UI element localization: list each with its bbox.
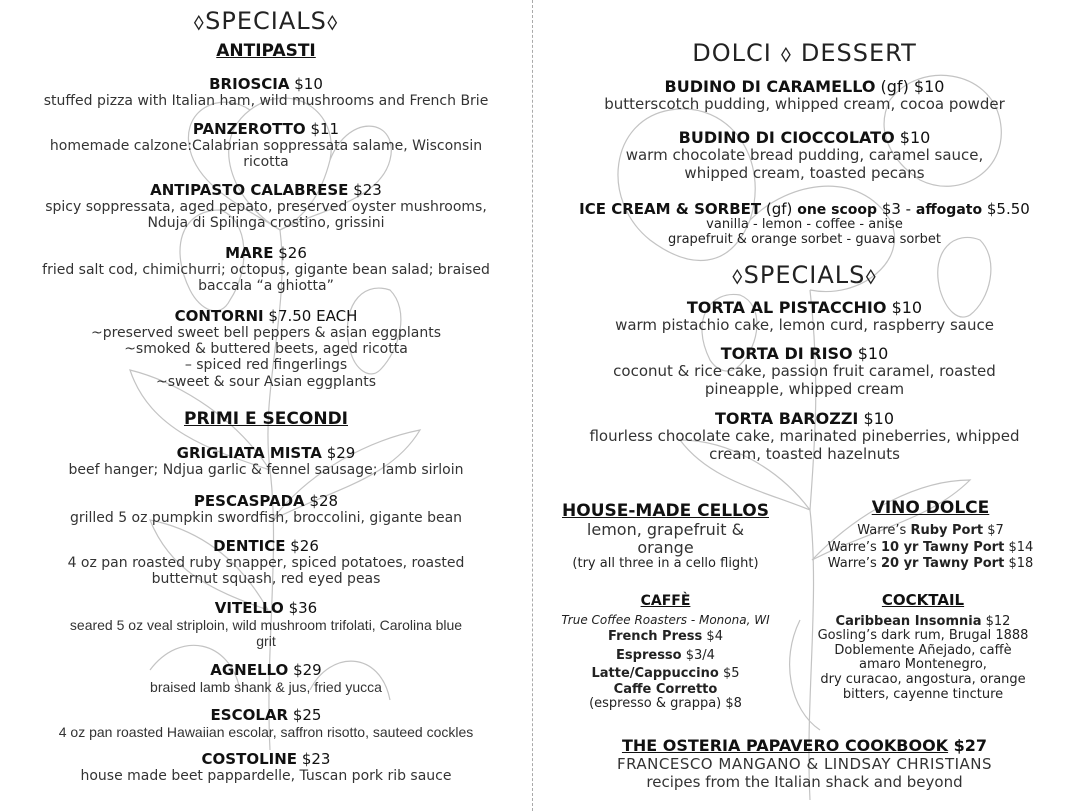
item-name: MARE: [225, 244, 274, 262]
item-name: AGNELLO: [210, 661, 289, 679]
sorbet-line: grapefruit & orange sorbet - guava sorbet: [667, 232, 941, 248]
item-name: CONTORNI: [174, 307, 264, 325]
caffe-roaster: True Coffee Roasters - Monona, WI: [561, 612, 770, 627]
item-desc: beef hanger; Ndjua garlic & fennel sausage; lamb sirloin: [68, 462, 464, 479]
left-column: [0, 0, 532, 811]
cookbook-tagline: recipes from the Italian shack and beyond: [646, 773, 963, 792]
menu-item-panzerotto: [0, 121, 532, 170]
vino-item: Warre’s 20 yr Tawny Port $18: [827, 555, 1034, 571]
item-desc: butterscotch pudding, whipped cream, cocoa powder: [604, 95, 1005, 114]
item-desc: 4 oz pan roasted Hawaiian escolar, saffron risotto, sauteed cockles: [58, 724, 474, 741]
item-desc: braised lamb shank & jus, fried yucca: [150, 679, 382, 696]
menu-item-torta-riso: [533, 345, 1076, 398]
menu-item-mare: [0, 245, 532, 294]
menu-item-agnello: [0, 662, 532, 695]
cocktail-name: Caribbean Insomnia $12: [835, 613, 1011, 629]
item-desc: ~sweet & sour Asian eggplants: [155, 373, 376, 390]
scoop-label: one scoop: [797, 202, 878, 218]
item-price: $10: [891, 298, 923, 317]
item-name: DENTICE: [213, 537, 286, 555]
antipasti-heading: ANTIPASTI: [216, 41, 316, 61]
item-name: TORTA AL PISTACCHIO: [686, 298, 887, 317]
affogato-label: affogato: [915, 202, 983, 218]
item-desc: Nduja di Spilinga crostino, grissini: [147, 215, 385, 232]
vino-block: [808, 498, 1053, 572]
cookbook-title: THE OSTERIA PAPAVERO COOKBOOK $27: [621, 736, 988, 755]
menu-item-ice-cream: [533, 201, 1076, 248]
item-name: ANTIPASTO CALABRESE: [150, 181, 349, 199]
item-name: BRIOSCIA: [209, 75, 290, 93]
item-name: VITELLO: [214, 599, 284, 617]
specials-heading: ⬨SPECIALS⬨: [731, 261, 878, 289]
menu-item-torta-barozzi: [533, 410, 1076, 463]
item-price: $29: [326, 444, 356, 462]
item-name: TORTA BAROZZI: [714, 409, 859, 428]
cocktail-block: [798, 592, 1048, 702]
item-desc: homemade calzone:Calabrian soppressata salame, Wisconsin: [49, 138, 483, 155]
item-price: $29: [293, 661, 322, 679]
item-name: ICE CREAM & SORBET: [579, 200, 762, 218]
item-price: $23: [353, 181, 382, 199]
item-desc: whipped cream, toasted pecans: [684, 163, 925, 182]
item-desc: spicy soppressata, aged pepato, preserved oyster mushrooms,: [45, 199, 487, 216]
caffe-item: Latte/Cappuccino $5: [591, 665, 740, 681]
item-desc: house made beet pappardelle, Tuscan pork rib sauce: [80, 768, 452, 785]
specials-heading: ⬨SPECIALS⬨: [193, 7, 339, 35]
item-desc: coconut & rice cake, passion fruit caramel, roasted: [613, 362, 996, 381]
cookbook-block: [533, 736, 1076, 791]
item-price: $10: [899, 128, 931, 147]
item-desc: warm pistachio cake, lemon curd, raspberry sauce: [615, 316, 994, 335]
cocktail-heading: COCKTAIL: [881, 591, 965, 609]
cocktail-line: Gosling’s dark rum, Brugal 1888: [817, 628, 1029, 644]
item-name: BUDINO DI CIOCCOLATO: [678, 128, 895, 147]
caffe-corretto-desc: (espresso & grappa) $8: [589, 695, 742, 711]
item-desc: cream, toasted hazelnuts: [709, 444, 900, 463]
item-price: $10: [863, 409, 895, 428]
cocktail-line: Doblemente Añejado, caffè: [834, 642, 1012, 658]
cocktail-line: bitters, cayenne tincture: [842, 686, 1004, 702]
item-desc: ~preserved sweet bell peppers & asian eggplants: [90, 325, 442, 342]
item-desc: grilled 5 oz pumpkin swordfish, broccolini, gigante bean: [69, 510, 463, 527]
item-desc: seared 5 oz veal striploin, wild mushroom trifolati, Carolina blue: [69, 617, 463, 634]
cocktail-line: amaro Montenegro,: [859, 657, 987, 673]
menu-item-antipasto-calabrese: [0, 182, 532, 231]
item-name: GRIGLIATA MISTA: [176, 444, 322, 462]
menu-item-dentice: [0, 538, 532, 587]
item-price: $23: [301, 750, 331, 768]
caffe-block: [543, 592, 788, 710]
item-name: BUDINO DI CARAMELLO: [664, 77, 876, 96]
item-price: $26: [278, 244, 307, 262]
item-name: PESCASPADA: [193, 492, 305, 510]
item-desc: pineapple, whipped cream: [704, 379, 905, 398]
item-desc: stuffed pizza with Italian ham, wild mushrooms and French Brie: [43, 93, 489, 110]
cellos-note: (try all three in a cello flight): [572, 555, 759, 571]
item-desc: flourless chocolate cake, marinated pineberries, whipped: [589, 427, 1020, 446]
cellos-heading: HOUSE-MADE CELLOS: [562, 501, 769, 521]
item-desc: baccala “a ghiotta”: [198, 278, 334, 295]
item-name: PANZEROTTO: [192, 120, 306, 138]
caffe-item: French Press $4: [608, 629, 723, 645]
item-desc: ricotta: [243, 154, 289, 171]
menu-item-escolar: [0, 707, 532, 740]
item-price: $28: [309, 492, 339, 510]
cookbook-authors: FRANCESCO MANGANO & LINDSAY CHRISTIANS: [616, 755, 993, 774]
cellos-line: orange: [637, 537, 694, 557]
vino-heading: VINO DOLCE: [871, 498, 990, 518]
item-tag: (gf): [765, 200, 793, 218]
item-tag: (gf): [880, 77, 909, 96]
item-name: COSTOLINE: [201, 750, 298, 768]
caffe-corretto: Caffe Corretto: [613, 681, 718, 697]
menu-item-budino-cioccolato: [533, 129, 1076, 182]
flavors-line: vanilla - lemon - coffee - anise: [706, 217, 903, 233]
menu-item-vitello: [0, 600, 532, 649]
item-desc: ~smoked & buttered beets, aged ricotta: [124, 341, 408, 358]
item-price: $10: [294, 75, 323, 93]
primi-heading: PRIMI E SECONDI: [183, 409, 348, 429]
item-desc: – spiced red fingerlings: [184, 357, 348, 374]
vino-item: Warre’s 10 yr Tawny Port $14: [827, 539, 1034, 555]
scoop-price: $3 -: [881, 200, 912, 218]
item-price: $26: [290, 537, 319, 555]
caffe-item: Espresso $3/4: [616, 647, 715, 663]
menu-item-contorni: [0, 308, 532, 390]
cocktail-line: dry curacao, angostura, orange: [820, 671, 1026, 687]
right-column: [533, 0, 1076, 811]
item-desc: grit: [256, 633, 276, 650]
item-price: $11: [310, 120, 340, 138]
item-name: TORTA DI RISO: [720, 344, 853, 363]
item-desc: warm chocolate bread pudding, caramel sauce,: [625, 146, 984, 165]
item-name: ESCOLAR: [210, 706, 289, 724]
menu-item-budino-caramello: [533, 78, 1076, 114]
item-price: $36: [288, 599, 318, 617]
affogato-price: $5.50: [986, 200, 1030, 218]
menu-item-grigliata-mista: [0, 445, 532, 478]
item-price: $10: [857, 344, 889, 363]
dolci-heading: DOLCI ⬨ DESSERT: [692, 39, 917, 67]
menu-item-brioscia: [0, 76, 532, 109]
item-desc: butternut squash, red eyed peas: [151, 571, 381, 588]
caffe-heading: CAFFÈ: [640, 593, 691, 609]
cellos-block: [543, 502, 788, 571]
item-price: $25: [292, 706, 322, 724]
item-price: $7.50 EACH: [268, 307, 358, 325]
menu-item-pescaspada: [0, 493, 532, 526]
menu-item-costoline: [0, 751, 532, 784]
item-desc: fried salt cod, chimichurri; octopus, gigante bean salad; braised: [42, 262, 490, 279]
cellos-line: lemon, grapefruit &: [586, 520, 745, 540]
vino-item: Warre’s Ruby Port $7: [857, 523, 1004, 539]
item-desc: 4 oz pan roasted ruby snapper, spiced potatoes, roasted: [67, 555, 465, 572]
menu-item-torta-pistacchio: [533, 299, 1076, 335]
item-price: $10: [913, 77, 945, 96]
